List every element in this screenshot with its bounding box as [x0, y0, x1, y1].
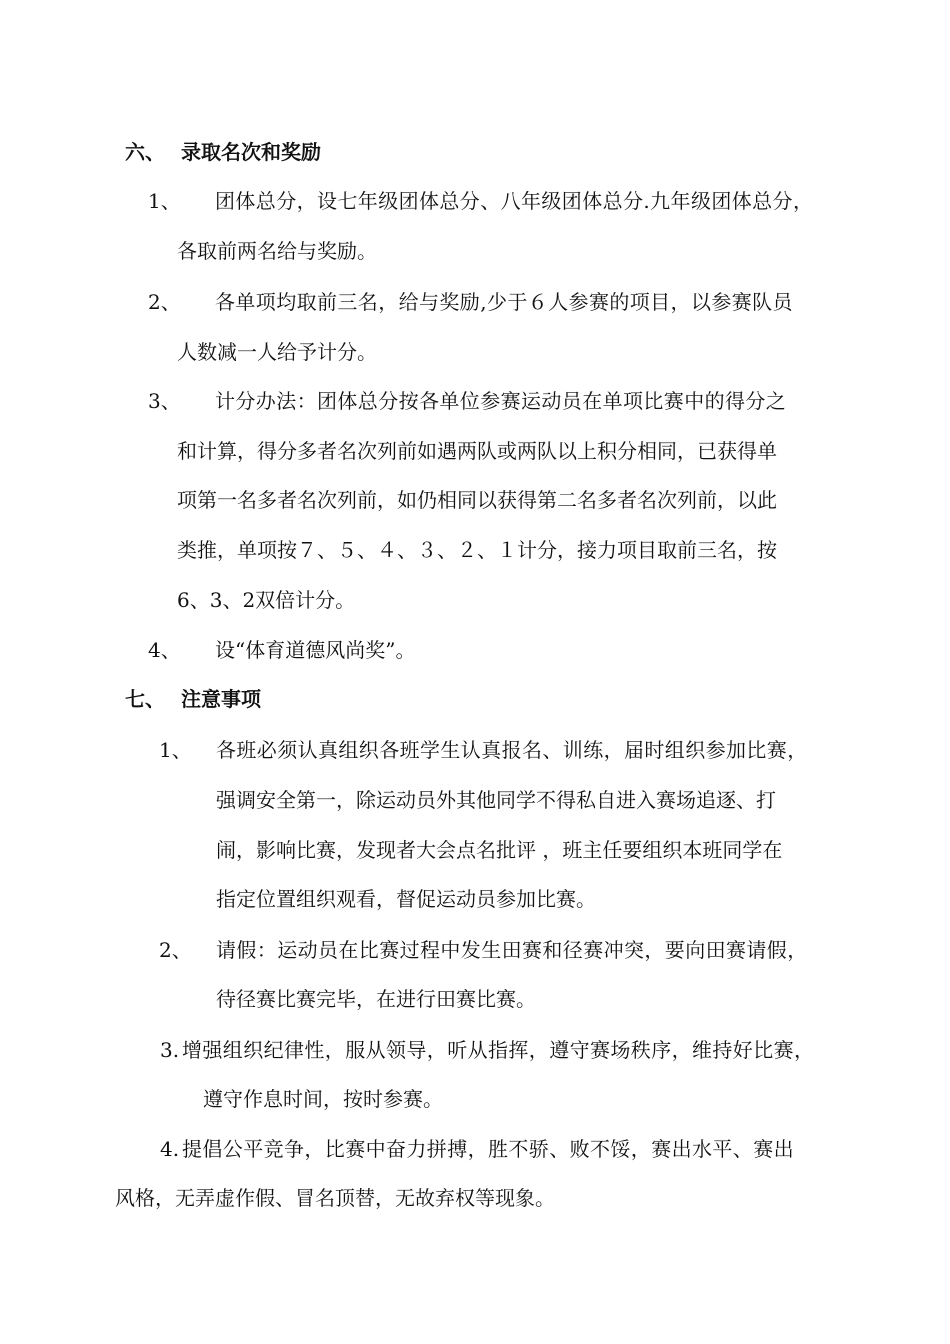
section-7-title: 注意事项 [181, 687, 261, 711]
item-text-line: 指定位置组织观看，督促运动员参加比赛。 [216, 887, 596, 911]
item-text-line: 6、3、2双倍计分。 [177, 588, 356, 612]
item-number: 2、 [159, 938, 192, 962]
item-text-line: 各取前两名给与奖励。 [177, 239, 377, 263]
item-text-line: 请假：运动员在比赛过程中发生田赛和径赛冲突，要向田赛请假， [216, 938, 808, 962]
item-text-line: 闹，影响比赛，发现者大会点名批评 ，班主任要组织本班同学在 [216, 838, 783, 862]
item-text-line: 团体总分，设七年级团体总分、八年级团体总分.九年级团体总分， [215, 189, 814, 213]
item-text-line: 待径赛比赛完毕，在进行田赛比赛。 [216, 987, 536, 1011]
item-number: 1、 [148, 189, 181, 213]
item-text-line: 遵守作息时间，按时参赛。 [203, 1087, 443, 1111]
item-text-line: 各单项均取前三名，给与奖励,少于６人参赛的项目，以参赛队员 [215, 290, 793, 314]
item-number: 1、 [159, 738, 192, 762]
section-6-title: 录取名次和奖励 [181, 140, 321, 164]
item-text-line: 各班必须认真组织各班学生认真报名、训练，届时组织参加比赛， [216, 738, 808, 762]
item-text-line: 增强组织纪律性，服从领导，听从指挥，遵守赛场秩序，维持好比赛， [182, 1038, 815, 1062]
section-6-number: 六、 [125, 140, 165, 164]
item-number: 2、 [148, 290, 181, 314]
item-text-line: 人数减一人给予计分。 [177, 340, 377, 364]
item-number: 4. [160, 1137, 180, 1161]
item-text-line: 项第一名多者名次列前，如仍相同以获得第二名多者名次列前，以此 [177, 488, 777, 512]
item-number: 3. [160, 1038, 180, 1062]
item-number: 3、 [148, 389, 181, 413]
section-7-number: 七、 [125, 687, 165, 711]
item-text-line: 强调安全第一，除运动员外其他同学不得私自进入赛场追逐、打 [216, 788, 776, 812]
item-text-line: 设“体育道德风尚奖”。 [215, 638, 416, 662]
item-number: 4、 [148, 638, 181, 662]
item-text-line: 类推，单项按７、５、４、３、２、１计分，接力项目取前三名，按 [177, 538, 777, 562]
item-text-line: 提倡公平竞争，比赛中奋力拼搏，胜不骄、败不馁，赛出水平、赛出 [182, 1137, 794, 1161]
item-text-line: 和计算，得分多者名次列前如遇两队或两队以上积分相同，已获得单 [177, 439, 777, 463]
item-text-line: 计分办法：团体总分按各单位参赛运动员在单项比赛中的得分之 [215, 389, 787, 413]
item-text-line: 风格，无弄虚作假、冒名顶替，无故弃权等现象。 [115, 1186, 555, 1210]
